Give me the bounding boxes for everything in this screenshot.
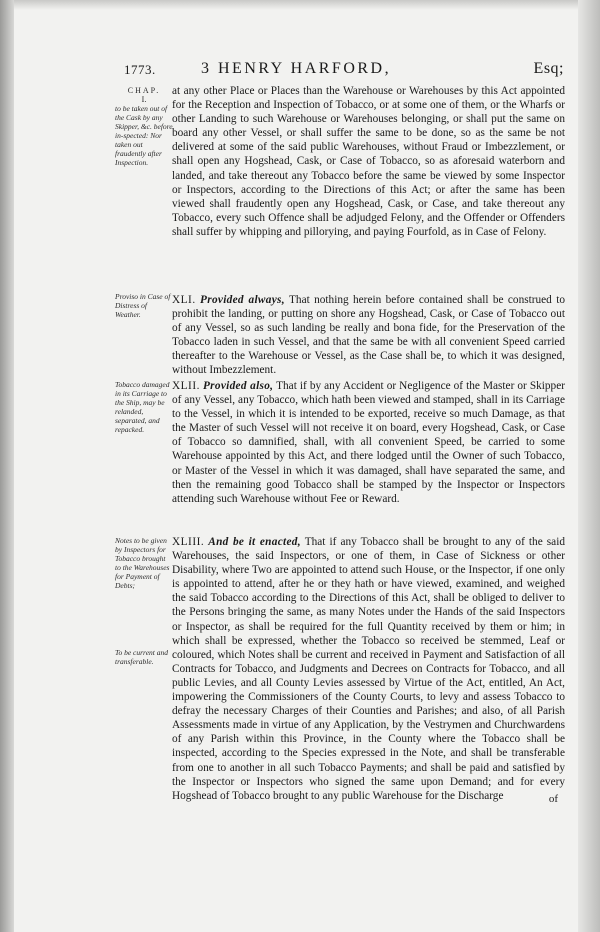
section-xli-text: That nothing herein before contained shall be construed to prohibit the landing, or putting on shore any Hogshead, Cask, or Case of Tobacco out of any Vessel, so as such landing be really and bona fide, for the Preservation of the Tobacco laden in such Vessel, and that the same be with all convenient Speed carried thereafter to the Warehouse or Vessel, as the Case shall be, to which it was designed, without Imbezzlement. bbox=[172, 294, 565, 377]
margin-note-text-5: To be current and transferable. bbox=[115, 648, 168, 666]
margin-note-text-4: Notes to be given by Inspectors for Tobacco brought to the Warehouses for Payment of Debts; bbox=[115, 536, 170, 590]
section-xli-lead: Provided always, bbox=[200, 294, 285, 306]
header-year: 1773. bbox=[124, 62, 156, 77]
chap-number: I. bbox=[141, 95, 147, 104]
margin-note-3 bbox=[115, 380, 173, 434]
section-xli bbox=[172, 293, 565, 378]
section-xliii-lead: And be it enacted, bbox=[208, 536, 301, 548]
catchword: of bbox=[548, 793, 558, 805]
binding-spine bbox=[0, 0, 14, 932]
top-shadow bbox=[0, 0, 600, 10]
margin-note-5 bbox=[115, 648, 173, 666]
margin-note-text-3: Tobacco damaged in its Carriage to the Ship, may be relanded, separated, and repacked. bbox=[115, 380, 170, 434]
section-continuation bbox=[172, 84, 565, 239]
margin-note-4 bbox=[115, 536, 173, 590]
chap-label: CHAP. bbox=[127, 86, 161, 95]
section-xlii-lead: Provided also, bbox=[202, 380, 274, 392]
page-edge bbox=[578, 0, 600, 932]
section-xlii bbox=[172, 379, 565, 506]
margin-note-2 bbox=[115, 292, 173, 319]
section-xliii bbox=[172, 535, 565, 803]
section-xliii-number: XLIII. bbox=[172, 536, 205, 548]
section-xliii-text: That if any Tobacco shall be brought to any of the said Warehouses, the said Inspectors, or one of them, in Case of Sickness or other Disability, where Two are appointed to attend such House, or the Inspector, if one only is appointed to attend, after he or they hath or have viewed, examined, and weighed the said Tobacco according to the Directions of this Act, shall be obliged to deliver to the Persons bringing the same, as many Notes under the Hands of the said Inspectors or Inspector, as shall be required for the full Quantity received by them or him; in which shall be expressed, whether the Tobacco so received be stemmed, Leaf or coloured, which Notes shall be current and received in Payment and Satisfaction of all Contracts for Tobacco, and Judgments and Decrees on Contracts for Tobacco, and all public Levies, and all County Levies assessed by Virtue of the Act, entitled, An Act, impowering the Commissioners of the County Courts, to levy and assess Tobacco to defray the necessary Charges of their Counties and Parishes; and also, of all Parish Assessments made in virtue of any Application, by the Vestrymen and Churchwardens of any Parish within this Province, in the County where the Tobacco shall be inspected, according to the Species expressed in the Note, and shall be transferable from one to another in all such Tobacco Payments; and shall be paid and satisfied by the Inspector or Inspectors who signed the same upon Demand; and for every Hogshead of Tobacco brought to any public Warehouse for the Discharge bbox=[172, 536, 565, 802]
margin-note-text-2: Proviso in Case of Distress of Weather. bbox=[115, 292, 171, 319]
running-header bbox=[124, 60, 564, 82]
section-continuation-text: at any other Place or Places than the Warehouse or Warehouses by this Act appointed for the Reception and Inspection of Tobacco, or at some one of them, or the Wharfs or other Landing to such Warehouse or Warehouses belonging, or shall put the same on board any other Vessel, or shall suffer the same to be done, so as the same be not delivered at some of the said public Warehouses, without Fraud or Imbezzlement, or shall open any Hogshead, Cask, or Case of Tobacco, so as aforesaid waterborn and landed, and take thereout any Tobacco before the same be viewed by some Inspector or Inspectors, according to the Directions of this Act; or after the same has been viewed shall fraudently open any Hogshead, Cask, or Case, and take thereout any Tobacco, every such Offence shall be adjudged Felony, and the Offender or Offenders shall suffer by whipping and pillorying, and paying Fourfold, as in Case of Felony. bbox=[172, 85, 565, 238]
section-xlii-text: That if by any Accident or Negligence of the Master or Skipper of any Vessel, any Tobacco, which hath been viewed and stamped, shall in its Carriage to the Vessel, in which it is intended to be exported, receive so much Damage, as that the Master of such Vessel will not receive it on board, every Hogshead, Cask, or Case of Tobacco so damnified, shall, with all convenient Speed, be carried to some Warehouse appointed by this Act, and there lodged until the Owner of such Tobacco, or Master of the Vessel in which it was damaged, shall have separated the same, and then the remaining good Tobacco shall be stamped by the Inspector or Inspectors attending such Warehouse without Fee or Reward. bbox=[172, 380, 565, 505]
margin-note-text-1: to be taken out of the Cask by any Skipper, &c. before in-spected: Nor taken out fraudently after Inspection. bbox=[115, 104, 173, 167]
section-xlii-number: XLII. bbox=[172, 380, 200, 392]
margin-note-1 bbox=[115, 86, 173, 167]
header-title: 3 HENRY HARFORD, bbox=[201, 60, 392, 77]
section-xli-number: XLI. bbox=[172, 294, 196, 306]
header-esq: Esq; bbox=[533, 60, 564, 77]
